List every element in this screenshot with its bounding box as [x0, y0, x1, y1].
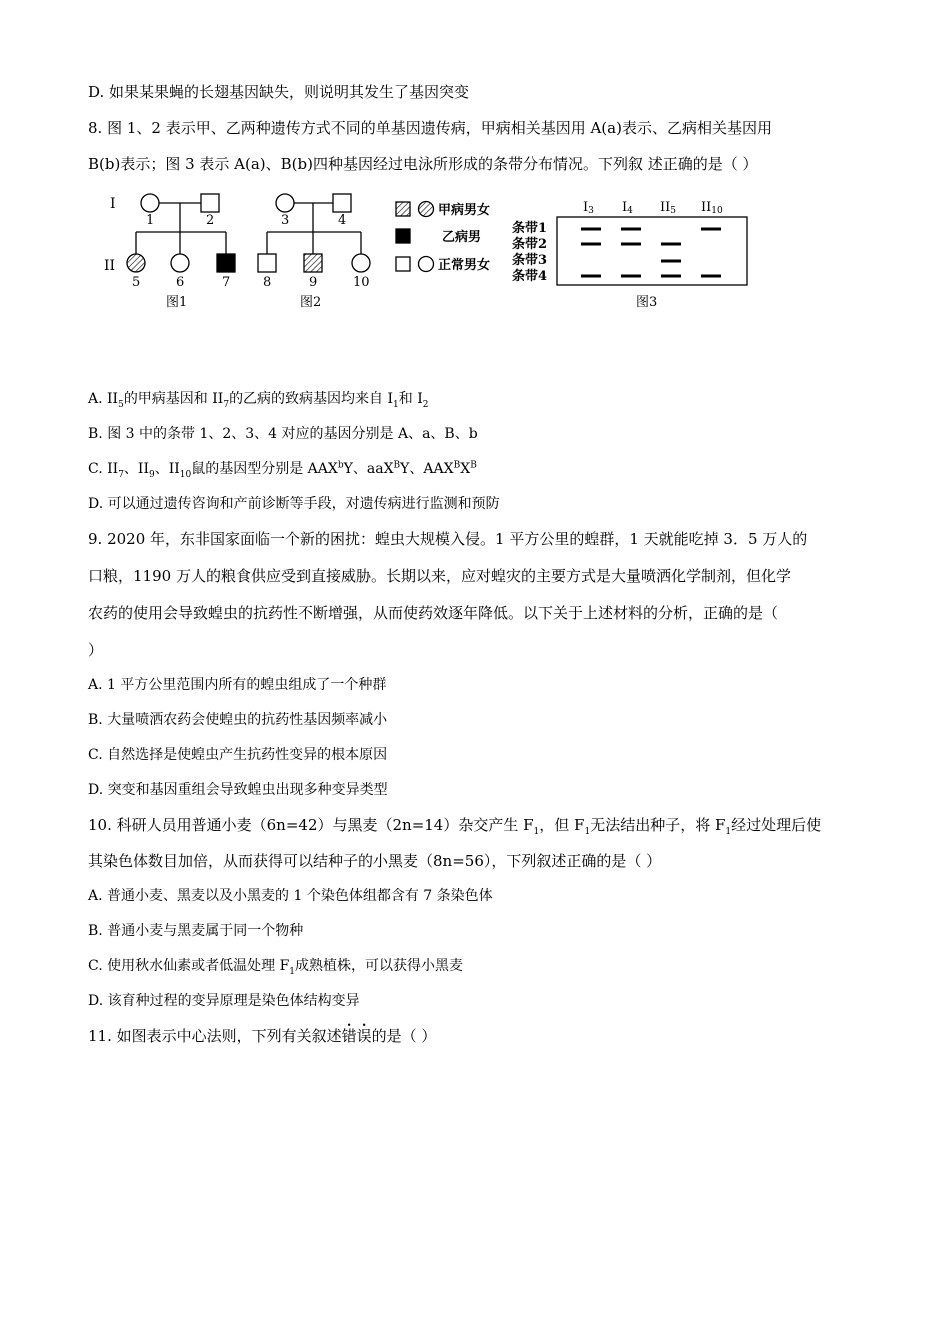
q8-option-a[interactable]: A. $II_5$的甲病基因和 $II_7$的乙病的致病基因均来自 $I_1$和 $I_2$: [88, 391, 429, 410]
legend-hatched-square: [396, 202, 410, 216]
fig1-individual-2: [201, 194, 219, 212]
fig1-number-7: 7: [222, 275, 231, 290]
q9-option-d[interactable]: D. 突变和基因重组会导致蝗虫出现多种变异类型: [88, 782, 388, 798]
legend-label-normal: 正常男女: [438, 258, 491, 273]
q8-option-d[interactable]: D. 可以通过遗传咨询和产前诊断等手段，对遗传病进行监测和预防: [88, 496, 500, 512]
fig2-individual-3: [276, 194, 294, 212]
legend-label-disease-b: 乙病男: [442, 230, 482, 245]
fig2-number-10: 10: [353, 275, 370, 290]
gel-col-2: I4: [622, 200, 633, 216]
q9-stem-line3: 农药的使用会导致蝗虫的抗药性不断增强，从而使药效逐年降低。以下关于上述材料的分析，正确的是（: [88, 604, 779, 622]
q8-option-c[interactable]: C. $II_7$、$II_9$、$II_{10}$鼠的基因型分别是 AAX$^b$Y、aaX$^B$Y、$AAX^BX^B$: [88, 460, 477, 480]
fig2-individual-4: [333, 194, 351, 212]
q10-stem-line1: 10. 科研人员用普通小麦（6n=42）与黑麦（2n=14）杂交产生 $F_1$，但 $F_1$无法结出种子，将 $F_1$经过处理后使: [88, 816, 822, 837]
fig1-individual-7: [217, 254, 235, 272]
fig1-number-1: 1: [146, 213, 155, 228]
legend-hatched-circle: [419, 202, 434, 217]
fig1-individual-5: [127, 254, 145, 272]
fig2-number-9: 9: [309, 275, 318, 290]
q10-option-b[interactable]: B. 普通小麦与黑麦属于同一个物种: [88, 923, 304, 939]
pedigree-and-gel-figure: [100, 188, 760, 313]
fig1-caption: 图1: [166, 295, 188, 310]
fig2-individual-10: [352, 254, 370, 272]
band-label-4: 条带4: [512, 269, 548, 284]
fig3-caption: 图3: [636, 295, 658, 310]
gel-col-4: II10: [701, 200, 723, 216]
q10-option-d[interactable]: D. 该育种过程的变异原理是染色体结构变异: [88, 993, 360, 1009]
fig2-caption: 图2: [300, 295, 322, 310]
q9-option-c[interactable]: C. 自然选择是使蝗虫产生抗药性变异的根本原因: [88, 747, 388, 763]
fig2-individual-9: [304, 254, 322, 272]
gel-col-1: I3: [583, 200, 594, 216]
gel-col-3: II5: [660, 200, 677, 216]
q8-option-b[interactable]: B. 图 3 中的条带 1、2、3、4 对应的基因分别是 A、a、B、b: [88, 426, 478, 442]
q10-stem-line2: 其染色体数目加倍，从而获得可以结种子的小黑麦（8n=56），下列叙述正确的是（ ）: [88, 852, 662, 870]
q8-stem-line1: 8. 图 1、2 表示甲、乙两种遗传方式不同的单基因遗传病，甲病相关基因用 A(a)表示、乙病相关基因用: [88, 119, 772, 137]
fig2-individual-8: [258, 254, 276, 272]
q11-stem: 11. 如图表示中心法则，下列有关叙述错误的是（ ）: [88, 1027, 437, 1045]
q9-stem-line4: ）: [88, 641, 104, 659]
fig1-number-2: 2: [206, 213, 215, 228]
generation-label-2: II: [104, 258, 116, 274]
q9-stem-line1: 9. 2020 年，东非国家面临一个新的困扰：蝗虫大规模入侵。1 平方公里的蝗群，1 天就能吃掉 3．5 万人的: [88, 530, 808, 548]
fig1-number-6: 6: [176, 275, 185, 290]
fig1-individual-1: [141, 194, 159, 212]
legend-black-square: [396, 229, 410, 243]
q10-option-c[interactable]: C. 使用秋水仙素或者低温处理 $F_1$成熟植株，可以获得小黑麦: [88, 958, 464, 977]
q10-option-a[interactable]: A. 普通小麦、黑麦以及小黑麦的 1 个染色体组都含有 7 条染色体: [88, 888, 493, 904]
fig1-individual-6: [171, 254, 189, 272]
q8-stem-line2: B(b)表示；图 3 表示 A(a)、B(b)四种基因经过电泳所形成的条带分布情况。下列叙 述正确的是（ ）: [88, 155, 758, 173]
q9-option-a[interactable]: A. 1 平方公里范围内所有的蝗虫组成了一个种群: [88, 677, 387, 693]
legend-empty-circle: [419, 257, 434, 272]
q9-stem-line2: 口粮，1190 万人的粮食供应受到直接威胁。长期以来，应对蝗灾的主要方式是大量喷洒化学制剂，但化学: [88, 567, 791, 585]
fig1-number-5: 5: [132, 275, 141, 290]
fig2-number-8: 8: [263, 275, 272, 290]
fig2-number-3: 3: [281, 213, 290, 228]
band-label-3: 条带3: [512, 253, 548, 268]
q7-option-d: D. 如果某果蝇的长翅基因缺失，则说明其发生了基因突变: [88, 83, 470, 101]
fig2-number-4: 4: [338, 213, 347, 228]
legend-label-disease-a: 甲病男女: [438, 203, 491, 218]
legend-empty-square: [396, 257, 410, 271]
q9-option-b[interactable]: B. 大量喷洒农药会使蝗虫的抗药性基因频率减小: [88, 712, 388, 728]
band-label-1: 条带1: [512, 221, 548, 236]
generation-label-1: I: [110, 196, 116, 212]
band-label-2: 条带2: [512, 237, 548, 252]
